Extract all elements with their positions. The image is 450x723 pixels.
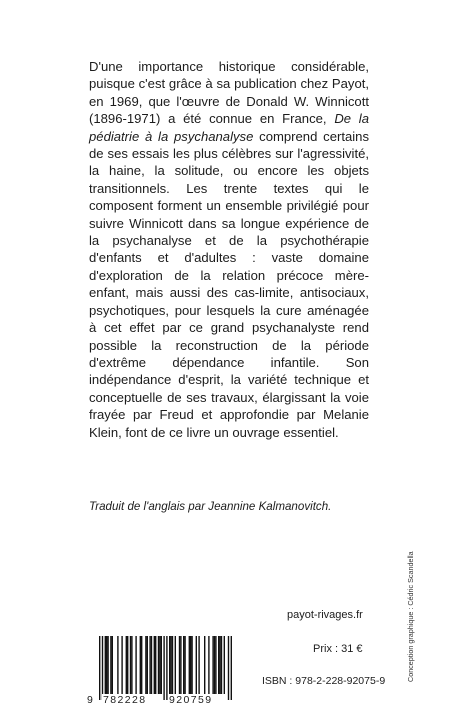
barcode-bar: [131, 636, 132, 694]
barcode-bar: [130, 636, 131, 694]
blurb-text-intro: D'une importance historique considérable, puisque c'est grâce à sa publication chez Payot, en 1969, que l'œuvre de Donald W. Winnicott (1896-1971) a été connue en France,: [89, 59, 369, 127]
barcode-bar: [149, 636, 150, 694]
barcode-bar: [189, 636, 190, 694]
barcode-bar: [121, 636, 122, 694]
barcode-bar: [158, 636, 159, 694]
barcode-bar: [147, 636, 148, 694]
barcode-bar: [135, 636, 136, 694]
book-title: De la pédiatrie à la psychanalyse: [89, 111, 370, 144]
barcode-bar: [102, 636, 103, 700]
translator-credit: Traduit de l'anglais par Jeannine Kalmanovitch.: [89, 500, 332, 513]
publisher-website: payot-rivages.fr: [287, 609, 363, 621]
price-label: Prix : 31 €: [313, 643, 363, 655]
barcode-bar: [218, 636, 219, 694]
barcode-bar: [228, 636, 229, 700]
barcode-bar: [184, 636, 185, 694]
barcode-bar: [107, 636, 108, 694]
barcode-bar: [172, 636, 173, 694]
barcode-bar: [99, 636, 100, 700]
barcode-bar: [196, 636, 197, 694]
barcode-bar: [180, 636, 181, 694]
barcode-bar: [145, 636, 146, 694]
barcode-bar: [166, 636, 167, 700]
barcode-bar: [151, 636, 152, 694]
barcode-bar: [154, 636, 155, 694]
barcode-bar: [208, 636, 209, 694]
barcode-bar: [231, 636, 232, 700]
barcode-bar: [155, 636, 156, 694]
isbn-label: ISBN : 978-2-228-92075-9: [262, 675, 386, 687]
barcode-bar: [112, 636, 113, 694]
barcode-bar: [126, 636, 127, 694]
barcode-bar: [159, 636, 160, 694]
barcode-bar: [179, 636, 180, 694]
back-cover-blurb: [89, 58, 369, 441]
barcode-bar: [127, 636, 128, 694]
barcode-bar: [219, 636, 220, 694]
barcode-digit-group-1: 782228: [103, 694, 147, 706]
barcode-bar: [141, 636, 142, 694]
barcode-bar: [221, 636, 222, 694]
barcode-bar: [198, 636, 199, 694]
barcode-bar: [212, 636, 213, 694]
barcode-digits: [87, 694, 235, 706]
barcode-bar: [161, 636, 162, 694]
barcode-bars: [87, 636, 235, 702]
design-credit: Conception graphique : Cédric Scandella: [406, 551, 415, 682]
barcode-bar: [204, 636, 205, 694]
barcode-bar: [191, 636, 192, 694]
barcode-digit-first: 9: [87, 694, 97, 706]
barcode-bar: [190, 636, 191, 694]
barcode-bar: [175, 636, 176, 694]
barcode-bar: [105, 636, 106, 694]
barcode-digit-group-2: 920759: [169, 694, 213, 706]
barcode: [87, 636, 235, 708]
barcode-bar: [110, 636, 111, 694]
barcode-bar: [163, 636, 164, 700]
barcode-bar: [214, 636, 215, 694]
barcode-bar: [140, 636, 141, 694]
barcode-bar: [224, 636, 225, 694]
barcode-bar: [170, 636, 171, 694]
barcode-bar: [117, 636, 118, 694]
barcode-bar: [183, 636, 184, 694]
barcode-bar: [169, 636, 170, 694]
blurb-text-body: comprend certains de ses essais les plus célèbres sur l'agressivité, la haine, la solitude, ou encore les objets transitionnels. Les trente textes qui le composent forment un ensemble privilégié pour suivre Winnicott dans sa longue expérience de la psychanalyse et de la psychothérapie d'enfants et d'adultes : vaste domaine d'exploration de la relation précoce mère-enfant, mais aussi des cas-limite, antisociaux, psychotiques, pour lesquels la cure aménagée à cet effet par ce grand psychanalyste rend possible la reconstruction de la période d'extrême dépendance infantile. Son indépendance d'esprit, la variété technique et conceptuelle de ses travaux, élargissant la voie frayée par Freud et approfondie par Melanie Klein, font de ce livre un ouvrage essentiel.: [89, 128, 369, 440]
barcode-bar: [215, 636, 216, 694]
barcode-bar: [106, 636, 107, 694]
